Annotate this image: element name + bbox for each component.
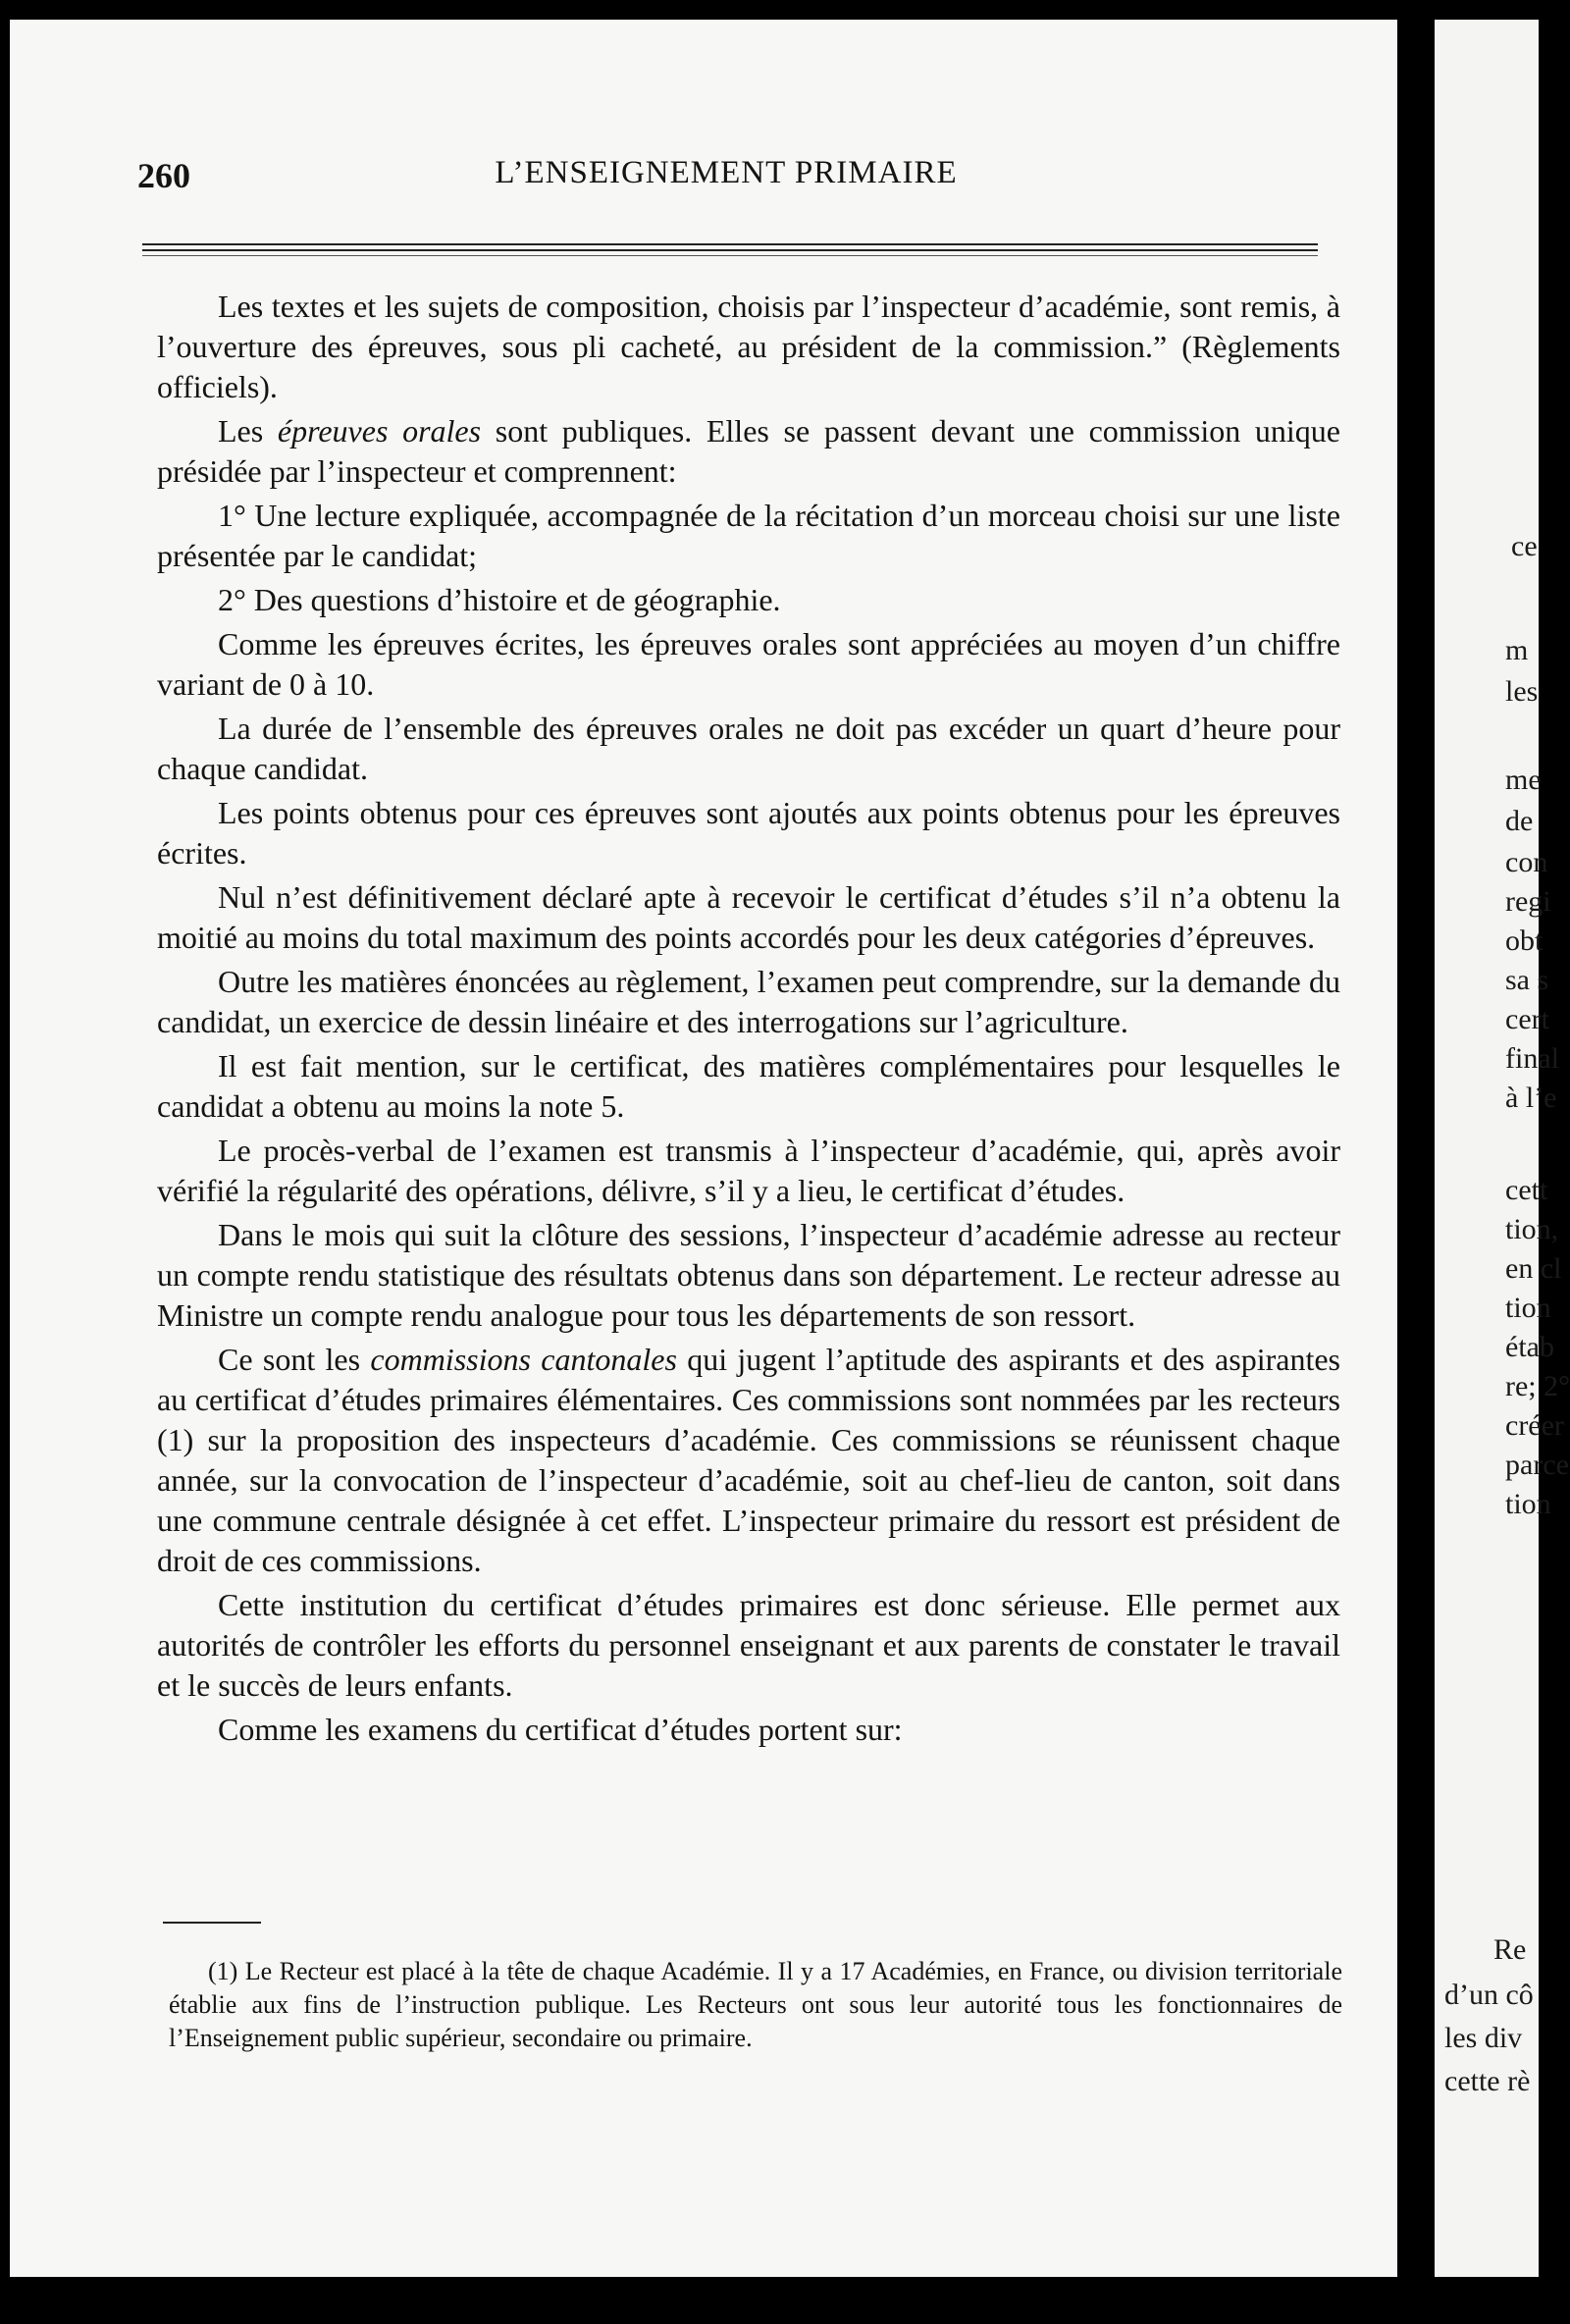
facing-fragment: m <box>1505 634 1529 666</box>
facing-fragment: tion <box>1505 1292 1551 1324</box>
facing-fragment: étab <box>1505 1331 1554 1363</box>
header-rule <box>142 249 1318 251</box>
facing-fragment: en cl <box>1505 1252 1562 1285</box>
paragraph: Les épreuves orales sont publiques. Elles se passent devant une commission unique présidée par l’inspecteur et comprennent: <box>157 413 1341 489</box>
paragraph: Le procès-verbal de l’examen est transmis à l’inspecteur d’académie, qui, après avoir vérifié la régularité des opérations, délivre, s’il y a lieu, le certificat d’études. <box>157 1133 1340 1208</box>
paragraph: Outre les matières énoncées au règlement, l’examen peut comprendre, sur la demande du candidat, un exercice de dessin linéaire et des interrogations sur l’agriculture. <box>157 964 1340 1039</box>
paragraph: Nul n’est définitivement déclaré apte à recevoir le certificat d’études s’il n’a obtenu la moitié au moins du total maximum des points accordés pour les deux catégories d’épreuves. <box>157 879 1340 955</box>
paragraph: Dans le mois qui suit la clôture des sessions, l’inspecteur d’académie adresse au recteur un compte rendu statistique des résultats obtenus dans son département. Le recteur adresse au Ministre un compte rendu analogue pour tous les départements de son ressort. <box>157 1217 1340 1333</box>
facing-fragment: parce <box>1505 1449 1569 1481</box>
paragraph: Comme les examens du certificat d’études portent sur: <box>218 1712 903 1747</box>
facing-fragment: final <box>1505 1042 1559 1075</box>
paragraph: Cette institution du certificat d’études primaires est donc sérieuse. Elle permet aux autorités de contrôler les efforts du personnel enseignant et aux parents de constater le travail et le succès de leurs enfants. <box>157 1587 1340 1703</box>
header-rule <box>142 255 1318 256</box>
facing-fragment: con <box>1505 846 1548 878</box>
paragraph: Il est fait mention, sur le certificat, des matières complémentaires pour lesquelles le candidat a obtenu au moins la note 5. <box>157 1048 1340 1124</box>
emphasis: commissions cantonales <box>370 1342 677 1377</box>
facing-fragment: obt <box>1505 924 1544 957</box>
facing-fragment: les div <box>1444 2022 1523 2054</box>
book-gutter <box>1397 0 1435 2324</box>
facing-fragment: d’un cô <box>1444 1979 1534 2011</box>
header-rule <box>142 243 1318 245</box>
footnote-rule <box>163 1922 261 1924</box>
running-title: L’ENSEIGNEMENT PRIMAIRE <box>495 155 958 190</box>
emphasis: épreuves orales <box>277 413 482 449</box>
facing-fragment: sa s <box>1505 964 1549 996</box>
facing-page-edge <box>1435 20 1570 2277</box>
facing-fragment: Re <box>1493 1933 1527 1966</box>
facing-fragment: de <box>1505 805 1534 837</box>
facing-fragment: tion <box>1505 1488 1551 1520</box>
facing-fragment: cett <box>1505 1174 1548 1206</box>
facing-fragment: re; 2° <box>1505 1370 1570 1402</box>
facing-fragment: cette rè <box>1444 2065 1531 2097</box>
facing-fragment: me <box>1505 764 1542 796</box>
facing-fragment: regi <box>1505 885 1551 918</box>
facing-fragment: créer <box>1505 1409 1564 1442</box>
paragraph: 1° Une lecture expliquée, accompagnée de la récitation d’un morceau choisi sur une liste présentée par le candidat; <box>157 498 1340 573</box>
paragraph: Les points obtenus pour ces épreuves sont ajoutés aux points obtenus pour les épreuves écrites. <box>157 795 1340 871</box>
footnote <box>169 1955 1342 2055</box>
facing-fragment: ce <box>1511 530 1538 562</box>
paragraph: Ce sont les commissions cantonales qui jugent l’aptitude des aspirants et des aspirantes au certificat d’études primaires élémentaires. Ces commissions sont nommées par les recteurs (1) sur la proposition des inspecteurs d’académie. Ces commissions se réunissent chaque année, sur la convocation de l’inspecteur d’académie, soit au chef-lieu de canton, soit dans une commune centrale désignée à cet effet. L’inspecteur primaire du ressort est président de droit de ces commissions. <box>157 1342 1340 1578</box>
paragraph: 2° Des questions d’histoire et de géographie. <box>218 582 781 617</box>
facing-fragment: tion, <box>1505 1213 1559 1245</box>
facing-fragment: cert <box>1505 1003 1549 1035</box>
paragraph: Les textes et les sujets de composition, choisis par l’inspecteur d’académie, sont remis, à l’ouverture des épreuves, sous pli cacheté, au président de la commission.” (Règlements officiels). <box>157 289 1340 404</box>
paragraph: Comme les épreuves écrites, les épreuves orales sont appréciées au moyen d’un chiffre variant de 0 à 10. <box>157 626 1340 702</box>
footnote-text: (1) Le Recteur est placé à la tête de chaque Académie. Il y a 17 Académies, en France, ou division territoriale établie aux fins de l’instruction publique. Les Recteurs ont sous leur autorité tous les fonctionnaires de l’Enseignement public supérieur, secondaire ou primaire. <box>169 1957 1342 2052</box>
page-number: 260 <box>137 156 190 195</box>
body-text <box>157 287 1340 1754</box>
facing-fragment: les <box>1505 675 1539 708</box>
page-header <box>137 155 1315 204</box>
paragraph: La durée de l’ensemble des épreuves orales ne doit pas excéder un quart d’heure pour chaque candidat. <box>157 711 1340 786</box>
facing-fragment: à l’e <box>1505 1082 1557 1114</box>
